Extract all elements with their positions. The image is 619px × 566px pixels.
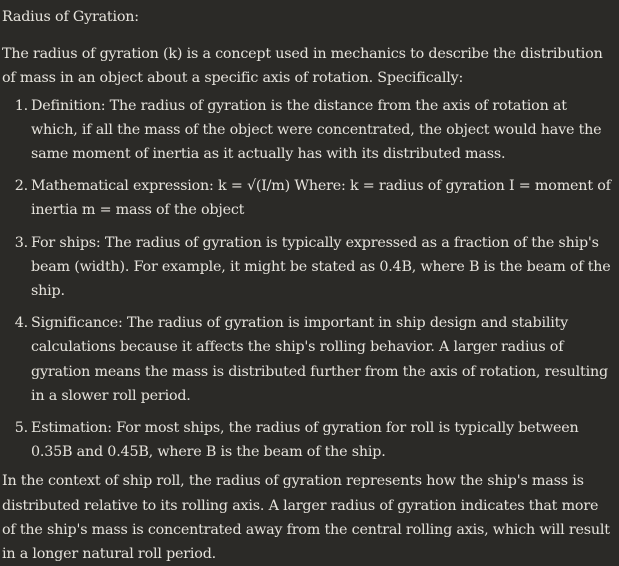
list-item-number: 5.: [14, 420, 28, 437]
list-item-number: 3.: [14, 234, 28, 251]
list-item-text: Mathematical expression: k = √(I/m) Where: k = radius of gyration I = moment of inertia m = mass of the object: [31, 178, 611, 219]
list-item-text: Significance: The radius of gyration is important in ship design and stability calculations because it affects the ship's rolling behavior. A larger radius of gyration means the mass is distributed further from the axis of rotation, resulting in a slower roll period.: [31, 315, 608, 404]
list-item: [2, 94, 613, 167]
list-item: [2, 174, 613, 222]
list-item-number: 1.: [14, 97, 28, 114]
list-item-text: For ships: The radius of gyration is typically expressed as a fraction of the ship's beam (width). For example, it might be stated as 0.4B, where B is the beam of the ship.: [31, 234, 611, 300]
response-heading: Radius of Gyration:: [2, 9, 139, 25]
list-item-text: Definition: The radius of gyration is the distance from the axis of rotation at which, if all the mass of the object were concentrated, the object would have the same moment of inertia as it actually has with its distributed mass.: [31, 97, 602, 163]
closing-paragraph: In the context of ship roll, the radius of gyration represents how the ship's mass is distributed relative to its rolling axis. A larger radius of gyration indicates that more of the ship's mass is concentrated away from the central rolling axis, which will result in a longer natural roll period.: [2, 473, 610, 563]
list-item: [2, 311, 613, 408]
list-item-number: 4.: [14, 315, 28, 332]
numbered-list: [2, 94, 613, 465]
list-item-text: Estimation: For most ships, the radius of gyration for roll is typically between 0.35B and 0.45B, where B is the beam of the ship.: [31, 420, 579, 461]
list-item: [2, 416, 613, 464]
list-item-number: 2.: [14, 178, 28, 195]
list-item: [2, 231, 613, 304]
intro-paragraph: The radius of gyration (k) is a concept used in mechanics to describe the distribution of mass in an object about a specific axis of rotation. Specifically:: [2, 46, 603, 87]
